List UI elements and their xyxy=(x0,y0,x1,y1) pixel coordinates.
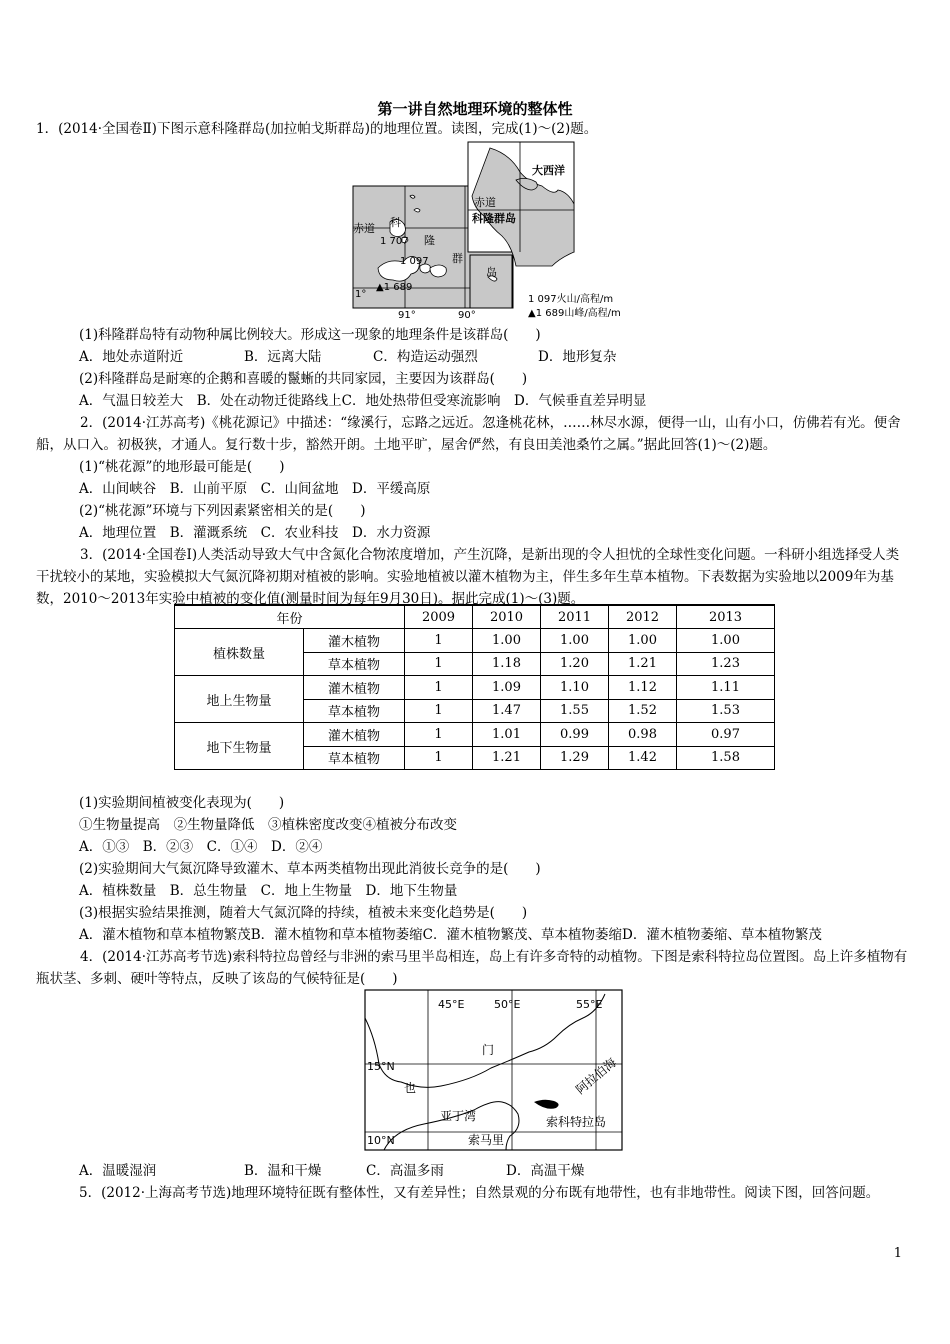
map-arabian-sea: 阿拉伯海 xyxy=(573,1055,619,1097)
table-cell: 1.42 xyxy=(609,746,677,770)
q1-stem: 1．(2014·全国卷Ⅱ)下图示意科隆群岛(加拉帕戈斯群岛)的地理位置。读图，完成(1)～(2)题。 xyxy=(36,121,598,137)
table-plant: 草本植物 xyxy=(304,652,405,676)
table-header-year: 年份 xyxy=(175,605,405,629)
map-lon-50: 50°E xyxy=(494,998,521,1011)
q2-stem: 2．(2014·江苏高考)《桃花源记》中描述：“缘溪行，忘路之远近。忽逢桃花林，……林尽水源，便得一山，山有小口，仿佛若有光。便舍船，从口入。初极狭，才通人。复行数十步，豁然开朗。土地平旷，屋舍俨然，有良田美池桑竹之属。”据此回答(1)～(2)题。 xyxy=(36,415,901,453)
table-header-2011: 2011 xyxy=(541,605,609,629)
q4-opt-a: A．温暖湿润 xyxy=(79,1163,157,1179)
table-cell: 1.11 xyxy=(677,676,775,700)
q3-sub1-items: ①生物量提高 ②生物量降低 ③植株密度改变④植被分布改变 xyxy=(79,817,457,833)
table-header-2012: 2012 xyxy=(609,605,677,629)
page-number: 1 xyxy=(893,1246,902,1261)
table-cell: 1.18 xyxy=(473,652,541,676)
map-lon-45: 45°E xyxy=(438,998,465,1011)
map-volcano-1707: 1 707 xyxy=(380,236,409,247)
q1-sub1: (1)科隆群岛特有动物种属比例较大。形成这一现象的地理条件是该群岛( ) xyxy=(79,327,541,343)
map-ye: 也 xyxy=(404,1081,417,1095)
q3-sub1: (1)实验期间植被变化表现为( ) xyxy=(79,795,285,811)
q1-sub1-opt-c: C．构造运动强烈 xyxy=(373,349,478,365)
table-cell: 1 xyxy=(405,746,473,770)
table-plant: 草本植物 xyxy=(304,746,405,770)
table-cell: 1 xyxy=(405,676,473,700)
table-plant: 灌木植物 xyxy=(304,629,405,653)
q5-stem: 5．(2012·上海高考节选)地理环境特征既有整体性，又有差异性；自然景观的分布既有地带性，也有非地带性。阅读下图，回答问题。 xyxy=(79,1185,880,1201)
q4-opt-d: D．高温干燥 xyxy=(506,1163,585,1179)
q4-opt-c: C．高温多雨 xyxy=(366,1163,444,1179)
q2-sub2: (2)“桃花源”环境与下列因素紧密相关的是( ) xyxy=(79,503,366,519)
table-cell: 1.20 xyxy=(541,652,609,676)
map-volcano-1097: 1 097 xyxy=(400,256,429,267)
table-cell: 1.23 xyxy=(677,652,775,676)
q1-sub1-opt-d: D．地形复杂 xyxy=(538,349,617,365)
map-lat-15: 15°N xyxy=(367,1060,395,1073)
map-somali: 索马里 xyxy=(468,1133,505,1147)
q2-sub1-opts: A．山间峡谷 B．山前平原 C．山间盆地 D．平缓高原 xyxy=(79,481,431,497)
table-header-2009: 2009 xyxy=(405,605,473,629)
table-cell: 0.98 xyxy=(609,723,677,747)
map-lat-10: 10°N xyxy=(367,1134,395,1147)
q2-sub2-opts: A．地理位置 B．灌溉系统 C．农业科技 D．水力资源 xyxy=(79,525,431,541)
table-cell: 1.21 xyxy=(609,652,677,676)
table-cell: 1.47 xyxy=(473,699,541,723)
table-cell: 1.00 xyxy=(473,629,541,653)
table-cell: 1.00 xyxy=(677,629,775,653)
table-cell: 0.99 xyxy=(541,723,609,747)
table-cell: 1.52 xyxy=(609,699,677,723)
map-equator-right: 赤道 xyxy=(474,196,496,209)
table-plant: 灌木植物 xyxy=(304,676,405,700)
table-cell: 1.01 xyxy=(473,723,541,747)
table-cell: 1.10 xyxy=(541,676,609,700)
map-atlantic: 大西洋 xyxy=(532,164,565,177)
q3-stem: 3．(2014·全国卷Ⅰ)人类活动导致大气中含氮化合物浓度增加，产生沉降，是新出现的令人担忧的全球性变化问题。一科研小组选择受人类干扰较小的某地，实验模拟大气氮沉降初期对植被的影响。实验地植被以灌木植物为主，伴生多年生草本植物。下表数据为实验地以2009年为基数，2010～2013年实验中植被的变化值(测量时间为每年9月30日)。据此完成(1)～(3)题。 xyxy=(36,547,900,607)
map-lon-55: 55°E xyxy=(576,998,603,1011)
q1-sub1-opt-b: B．远离大陆 xyxy=(244,349,322,365)
table-plant: 灌木植物 xyxy=(304,723,405,747)
table-row xyxy=(175,629,775,653)
socotra-map xyxy=(362,988,626,1154)
table-cell: 1 xyxy=(405,629,473,653)
table-row xyxy=(175,676,775,700)
q4-stem: 4．(2014·江苏高考节选)索科特拉岛曾经与非洲的索马里半岛相连，岛上有许多奇特的动植物。下图是索科特拉岛位置图。岛上许多植物有瓶状茎、多刺、硬叶等特点，反映了该岛的气候特征是( ) xyxy=(36,949,908,987)
q3-sub1-opts: A．①③ B．②③ C．①④ D．②④ xyxy=(79,839,323,855)
table-cell: 1 xyxy=(405,699,473,723)
map-lat-1: 1° xyxy=(355,289,367,300)
table-cell: 1.55 xyxy=(541,699,609,723)
table-cell: 1.21 xyxy=(473,746,541,770)
map-char-ke: 科 xyxy=(390,216,401,229)
map-peak-1689: ▲1 689 xyxy=(376,282,413,293)
map-equator-left: 赤道 xyxy=(353,222,375,235)
table-group-name: 地下生物量 xyxy=(175,723,304,770)
map-socotra: 索科特拉岛 xyxy=(546,1115,607,1129)
map-men: 门 xyxy=(482,1043,495,1057)
table-cell: 1.53 xyxy=(677,699,775,723)
map-aden-gulf: 亚丁湾 xyxy=(440,1109,477,1123)
q3-sub3: (3)根据实验结果推测，随着大气氮沉降的持续，植被未来变化趋势是( ) xyxy=(79,905,528,921)
table-cell: 1.09 xyxy=(473,676,541,700)
map-char-dao: 岛 xyxy=(486,266,497,279)
map-legend-volcano: 1 097火山/高程/m xyxy=(528,294,614,305)
table-cell: 1.12 xyxy=(609,676,677,700)
table-group-name: 地上生物量 xyxy=(175,676,304,723)
q3-sub3-opts: A．灌木植物和草本植物繁茂B．灌木植物和草本植物萎缩C．灌木植物繁茂、草本植物萎缩D．灌木植物萎缩、草本植物繁茂 xyxy=(79,927,822,943)
table-cell: 0.97 xyxy=(677,723,775,747)
galapagos-map xyxy=(350,140,640,325)
table-plant: 草本植物 xyxy=(304,699,405,723)
table-cell: 1.29 xyxy=(541,746,609,770)
q4-opt-b: B．温和干燥 xyxy=(244,1163,322,1179)
map-lon-90: 90° xyxy=(458,310,476,321)
table-cell: 1.00 xyxy=(541,629,609,653)
q1-sub2: (2)科隆群岛是耐寒的企鹅和喜暖的鬣蜥的共同家园，主要因为该群岛( ) xyxy=(79,371,528,387)
table-group-name: 植株数量 xyxy=(175,629,304,676)
table-cell: 1.00 xyxy=(609,629,677,653)
table-header-row xyxy=(175,605,775,629)
map-legend-peak: ▲1 689山峰/高程/m xyxy=(528,308,621,319)
map-char-qun: 群 xyxy=(452,252,463,265)
table-cell: 1 xyxy=(405,723,473,747)
q3-sub2: (2)实验期间大气氮沉降导致灌木、草本两类植物出现此消彼长竞争的是( ) xyxy=(79,861,541,877)
map-lon-91: 91° xyxy=(398,310,416,321)
q2-sub1: (1)“桃花源”的地形最可能是( ) xyxy=(79,459,285,475)
q1-sub2-opts: A．气温日较差大 B．处在动物迁徙路线上C．地处热带但受寒流影响 D．气候垂直差异明显 xyxy=(79,393,647,409)
table-header-2010: 2010 xyxy=(473,605,541,629)
page-title: 第一讲自然地理环境的整体性 xyxy=(377,100,573,118)
table-cell: 1.58 xyxy=(677,746,775,770)
nitrogen-data-table xyxy=(174,604,775,770)
table-row xyxy=(175,723,775,747)
map-char-long: 隆 xyxy=(424,234,435,247)
q3-sub2-opts: A．植株数量 B．总生物量 C．地上生物量 D．地下生物量 xyxy=(79,883,458,899)
table-cell: 1 xyxy=(405,652,473,676)
q1-sub1-opt-a: A．地处赤道附近 xyxy=(79,349,184,365)
map-islands-label: 科隆群岛 xyxy=(472,212,516,225)
table-header-2013: 2013 xyxy=(677,605,775,629)
